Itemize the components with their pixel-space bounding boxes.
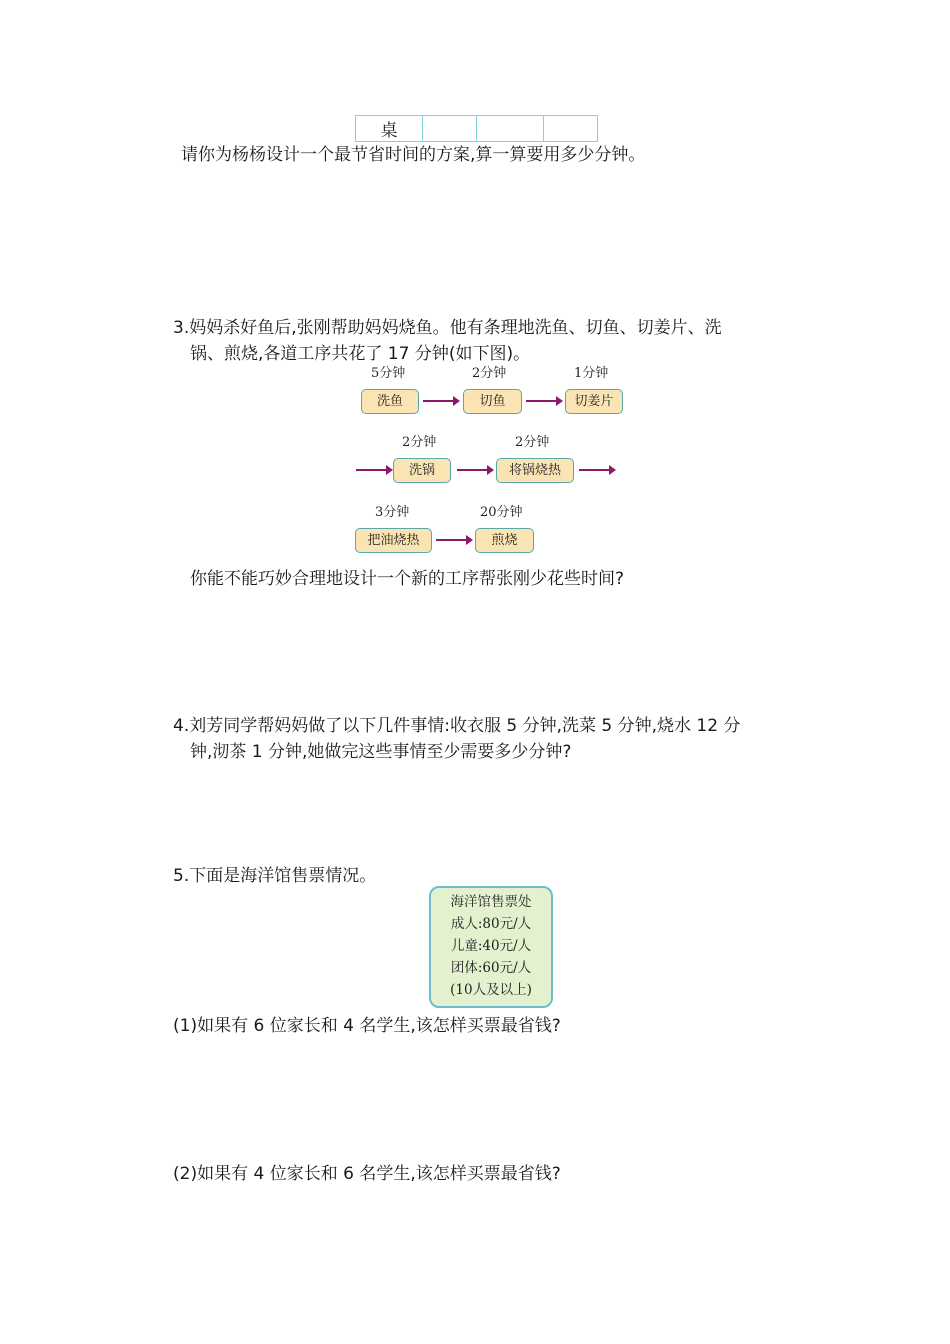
table-cell	[423, 116, 477, 142]
step-cut-fish: 切鱼	[463, 389, 522, 414]
step-time-label: 5分钟	[371, 366, 406, 381]
ticket-board-title: 海洋馆售票处	[450, 894, 532, 910]
step-cut-ginger: 切姜片	[565, 389, 623, 414]
step-wash-pot: 洗锅	[393, 458, 451, 483]
ticket-group-condition: (10人及以上)	[450, 982, 532, 998]
question-5-intro: 5.下面是海洋馆售票情况。	[173, 866, 377, 886]
arrow-right-icon	[421, 393, 461, 409]
step-time-label: 2分钟	[472, 366, 507, 381]
table-cell	[544, 116, 598, 142]
step-fry: 煎烧	[475, 528, 534, 553]
question-3-line1: 3.妈妈杀好鱼后,张刚帮助妈妈烧鱼。他有条理地洗鱼、切鱼、切姜片、洗	[173, 318, 722, 338]
step-wash-fish: 洗鱼	[361, 389, 419, 414]
arrow-right-icon	[434, 532, 474, 548]
arrow-right-icon	[577, 462, 617, 478]
schedule-table	[355, 115, 598, 142]
question-4-line2: 钟,沏茶 1 分钟,她做完这些事情至少需要多少分钟?	[190, 742, 572, 762]
step-time-label: 2分钟	[515, 435, 550, 450]
step-time-label: 1分钟	[574, 366, 609, 381]
step-heat-pot: 将锅烧热	[496, 458, 574, 483]
table-cell: 桌	[356, 116, 423, 142]
step-time-label: 3分钟	[375, 505, 410, 520]
question-3-line2: 锅、煎烧,各道工序共花了 17 分钟(如下图)。	[190, 344, 531, 364]
arrow-right-icon	[455, 462, 495, 478]
ticket-price-board	[429, 886, 553, 1008]
ticket-price-group: 团体:60元/人	[450, 960, 532, 976]
question-3-prompt: 你能不能巧妙合理地设计一个新的工序帮张刚少花些时间?	[190, 569, 625, 589]
step-time-label: 20分钟	[480, 505, 523, 520]
arrow-right-icon	[524, 393, 564, 409]
step-heat-oil: 把油烧热	[355, 528, 432, 553]
step-time-label: 2分钟	[402, 435, 437, 450]
arrow-right-icon	[354, 462, 394, 478]
question-4-line1: 4.刘芳同学帮妈妈做了以下几件事情:收衣服 5 分钟,洗菜 5 分钟,烧水 12 分	[173, 716, 741, 736]
table-cell	[477, 116, 544, 142]
question-2-tail: 请你为杨杨设计一个最节省时间的方案,算一算要用多少分钟。	[181, 145, 646, 165]
question-5-sub2: (2)如果有 4 位家长和 6 名学生,该怎样买票最省钱?	[173, 1164, 561, 1184]
question-5-sub1: (1)如果有 6 位家长和 4 名学生,该怎样买票最省钱?	[173, 1016, 561, 1036]
ticket-price-adult: 成人:80元/人	[450, 916, 532, 932]
ticket-price-child: 儿童:40元/人	[450, 938, 532, 954]
